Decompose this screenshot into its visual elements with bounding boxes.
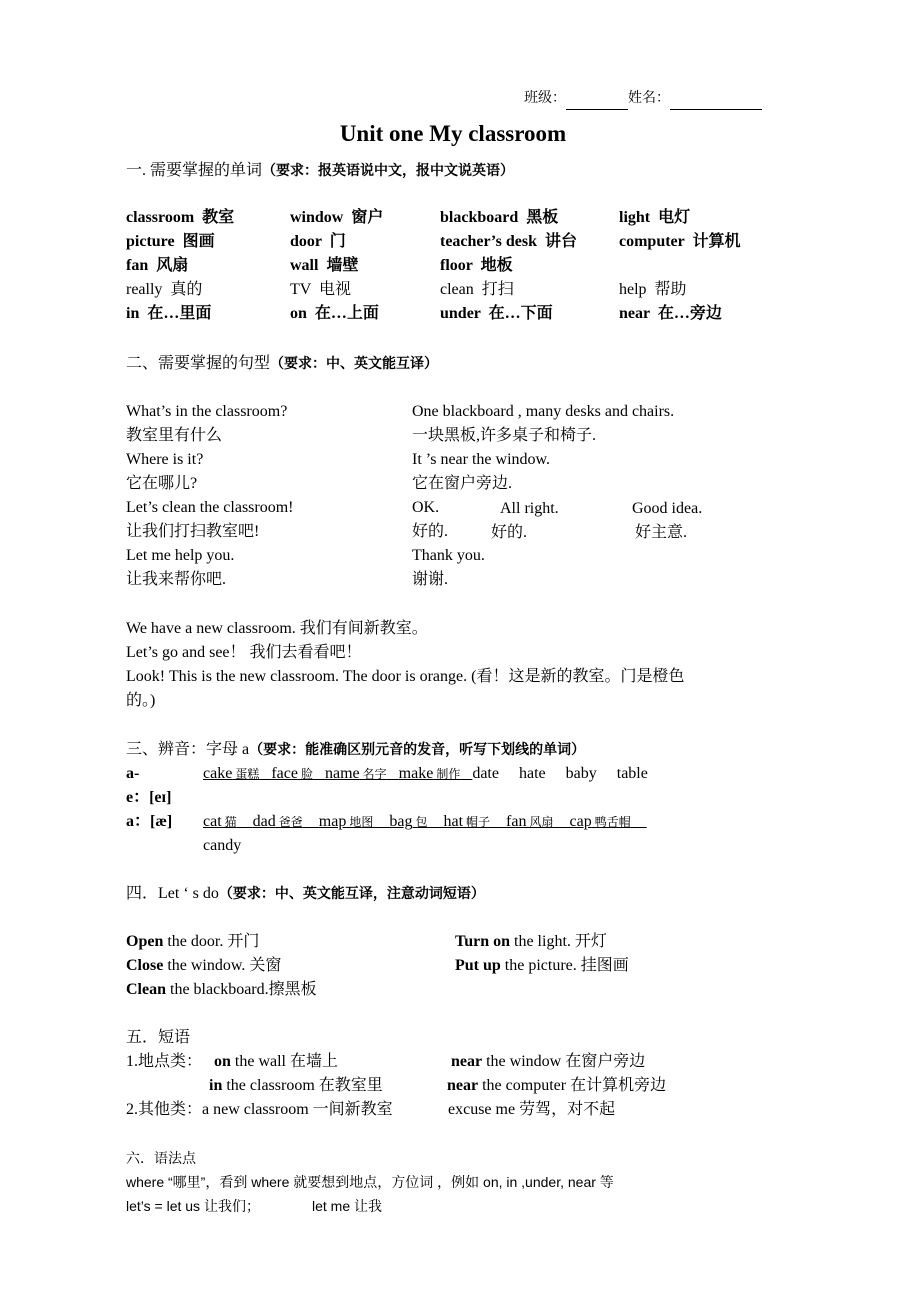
vocab-zh: 地板: [472, 257, 513, 274]
phonics-word: hat: [443, 813, 464, 830]
vocab-zh: 窗户: [343, 209, 384, 226]
name-label: 姓名：: [628, 91, 670, 106]
vocab-en: picture: [126, 233, 175, 250]
class-blank[interactable]: [566, 93, 628, 110]
vocab-item: [619, 207, 690, 229]
phrase-near-computer: near the computer 在计算机旁边: [447, 1077, 667, 1094]
phrase-on-wall: on the wall 在墙上: [214, 1053, 339, 1070]
section-1-title: 一. 需要掌握的单词: [126, 162, 263, 179]
vocab-item: [290, 207, 383, 229]
vocab-item: [440, 207, 558, 229]
vocab-zh: 电灯: [650, 209, 691, 226]
vocab-item: [126, 279, 202, 301]
sentence-line: One blackboard , many desks and chairs.: [412, 403, 675, 420]
dialogue-line: Look! This is the new classroom. The door is orange. (看！这是新的教室。门是橙色: [126, 668, 685, 685]
sentence-line: It ’s near the window.: [412, 451, 551, 468]
section-4-heading: [126, 883, 485, 906]
vocab-en: under: [440, 305, 481, 322]
vocab-item: [290, 303, 379, 325]
vocab-item: [440, 303, 553, 325]
phonics-word-zh: 制作: [433, 767, 461, 781]
vocab-en: teacher’s desk: [440, 233, 538, 250]
all-right-zh: 好的.: [491, 524, 528, 541]
vocab-item: [126, 231, 215, 253]
vocab-en: in: [126, 305, 140, 322]
sentence-line: Let’s clean the classroom!: [126, 499, 294, 516]
section-2-title: 二、需要掌握的句型: [126, 355, 271, 372]
phonics-word: hate: [518, 765, 566, 782]
vocab-item: [126, 207, 234, 229]
vocab-item: [290, 231, 346, 253]
vocab-item: [290, 255, 358, 277]
dialogue-line: We have a new classroom. 我们有间新教室。: [126, 620, 428, 637]
sentence-line: Let me help you.: [126, 547, 235, 564]
section-3-heading: [126, 739, 585, 762]
section-2-heading: [126, 353, 438, 376]
vocab-zh: 讲台: [537, 233, 578, 250]
section-3-title: 三、辨音：字母 a: [126, 741, 250, 758]
phrase-put-up: Put up the picture. 挂图画: [455, 957, 629, 974]
phrase-near-window: near the window 在窗户旁边: [451, 1053, 646, 1070]
grammar-lets: let’s = let us 让我们；: [126, 1198, 260, 1214]
good-idea-zh: 好主意.: [635, 524, 688, 541]
phrase-in-classroom: in the classroom 在教室里: [209, 1077, 383, 1094]
phonics-word: face: [271, 765, 298, 782]
dialogue-line: 的。): [126, 692, 156, 709]
phonics-word-zh: 爸爸: [275, 815, 303, 829]
sentence-line: 一块黑板,许多桌子和椅子.: [412, 427, 597, 444]
sentence-line: Where is it?: [126, 451, 204, 468]
vocab-en: fan: [126, 257, 149, 274]
phonics-word-zh: 名字: [359, 767, 387, 781]
sentence-line: What’s in the classroom?: [126, 403, 288, 420]
vocab-zh: 教室: [194, 209, 235, 226]
sentence-line: 好的.: [412, 523, 449, 540]
phonics-word-zh: 风扇: [526, 815, 554, 829]
grammar-let-me: let me 让我: [312, 1198, 383, 1214]
vocab-item: [619, 231, 740, 253]
dialogue-line: Let’s go and see！ 我们去看看吧！: [126, 644, 362, 661]
vocab-en: near: [619, 305, 650, 322]
vocab-zh: 在…下面: [480, 305, 553, 322]
sentence-line: 让我们打扫教室吧!: [126, 523, 260, 540]
vocab-en: window: [290, 209, 344, 226]
section-1-heading: [126, 160, 514, 183]
vocab-en: really: [126, 281, 163, 298]
phonics-word-zh: 脸: [297, 767, 313, 781]
vocab-zh: 在…上面: [306, 305, 379, 322]
phonics-word: dad: [252, 813, 276, 830]
phrase-place-label: 1.地点类：: [126, 1053, 203, 1070]
vocab-en: floor: [440, 257, 473, 274]
vocab-zh: 墙壁: [318, 257, 359, 274]
phrase-turn-on: Turn on the light. 开灯: [455, 933, 607, 950]
sentence-line: 让我来帮你吧.: [126, 571, 227, 588]
vocab-zh: 打扫: [473, 281, 514, 298]
vocab-en: help: [619, 281, 647, 298]
phonics-word: make: [398, 765, 434, 782]
phonics-word: bag: [389, 813, 413, 830]
phonics-word-zh: 猫: [221, 815, 237, 829]
vocab-en: door: [290, 233, 322, 250]
phonics-word-zh: 蛋糕: [232, 767, 260, 781]
phrase-close: Close the window. 关窗: [126, 957, 282, 974]
phonics-word: name: [324, 765, 360, 782]
vocab-en: TV: [290, 281, 312, 298]
phonics-word-zh: 包: [412, 815, 428, 829]
vocab-en: computer: [619, 233, 685, 250]
vocab-zh: 在…旁边: [649, 305, 722, 322]
phrase-excuse-me: excuse me 劳驾，对不起: [448, 1101, 616, 1118]
vocab-zh: 在…里面: [139, 305, 212, 322]
section-4-note: （要求：中、英文能互译，注意动词短语）: [218, 887, 485, 902]
section-2-note: （要求：中、英文能互译）: [270, 357, 439, 372]
sentence-line: 教室里有什么: [126, 427, 223, 444]
phonics-word: map: [318, 813, 347, 830]
vocab-zh: 电视: [311, 281, 352, 298]
phonics-word: cap: [569, 813, 592, 830]
vocab-item: [290, 279, 351, 301]
class-name-header: [524, 88, 762, 110]
phonics-word: cake: [203, 765, 233, 782]
row-a-underlined: [203, 765, 472, 782]
vocab-item: [126, 303, 211, 325]
section-6-heading: 六．语法点: [126, 1150, 196, 1166]
vocab-item: [619, 279, 687, 301]
row-a-label: a-: [126, 765, 140, 782]
vocab-en: wall: [290, 257, 319, 274]
vocab-zh: 图画: [174, 233, 215, 250]
vocab-en: blackboard: [440, 209, 519, 226]
section-3-note: （要求：能准确区别元音的发音，听写下划线的单词）: [249, 743, 586, 758]
vocab-item: [440, 231, 577, 253]
row-ae-candy: candy: [203, 837, 242, 854]
grammar-where: where “哪里”，看到 where 就要想到地点，方位词 ，例如 on, in ,under, near 等: [126, 1174, 614, 1190]
vocab-en: classroom: [126, 209, 195, 226]
vocab-zh: 门: [321, 233, 346, 250]
vocab-zh: 帮助: [646, 281, 687, 298]
phonics-word: table: [616, 765, 648, 782]
all-right: All right.: [500, 500, 559, 517]
phonics-word: date: [472, 765, 519, 782]
row-e-label: e：[eɪ]: [126, 789, 172, 806]
phrase-other: 2.其他类：a new classroom 一间新教室: [126, 1101, 393, 1118]
phonics-word-zh: 鸭舌帽: [591, 815, 631, 829]
sentence-line: Thank you.: [412, 547, 485, 564]
phrase-open: Open the door. 开门: [126, 933, 260, 950]
sentence-line: OK.: [412, 499, 440, 516]
vocab-zh: 黑板: [518, 209, 559, 226]
page-title: Unit one My classroom: [339, 121, 567, 146]
name-blank[interactable]: [670, 93, 762, 110]
phrase-clean: Clean the blackboard.擦黑板: [126, 981, 317, 998]
sentence-line: 它在哪儿?: [126, 475, 198, 492]
phonics-word: fan: [506, 813, 527, 830]
vocab-en: clean: [440, 281, 474, 298]
vocab-item: [440, 255, 513, 277]
phonics-word-zh: 帽子: [463, 815, 491, 829]
section-5-heading: 五．短语: [126, 1029, 191, 1046]
section-1-note: （要求：报英语说中文，报中文说英语）: [262, 164, 515, 179]
row-ae-label: a：[æ]: [126, 813, 173, 830]
vocab-en: light: [619, 209, 651, 226]
vocab-zh: 真的: [162, 281, 203, 298]
row-ae-underlined: [203, 811, 647, 833]
vocab-item: [619, 303, 722, 325]
row-a-plain: [472, 765, 648, 782]
section-4-title: 四．Let ‘ s do: [126, 885, 219, 902]
vocab-zh: 风扇: [148, 257, 189, 274]
vocab-zh: 计算机: [684, 233, 741, 250]
phonics-word-zh: 地图: [346, 815, 374, 829]
phonics-word: baby: [565, 765, 617, 782]
good-idea: Good idea.: [632, 500, 703, 517]
phonics-word: cat: [203, 813, 222, 830]
vocab-item: [440, 279, 514, 301]
vocab-item: [126, 255, 188, 277]
vocab-en: on: [290, 305, 307, 322]
class-label: 班级：: [524, 91, 566, 106]
row-a-words: [203, 763, 648, 785]
sentence-line: 谢谢.: [412, 571, 449, 588]
sentence-line: 它在窗户旁边.: [412, 475, 513, 492]
